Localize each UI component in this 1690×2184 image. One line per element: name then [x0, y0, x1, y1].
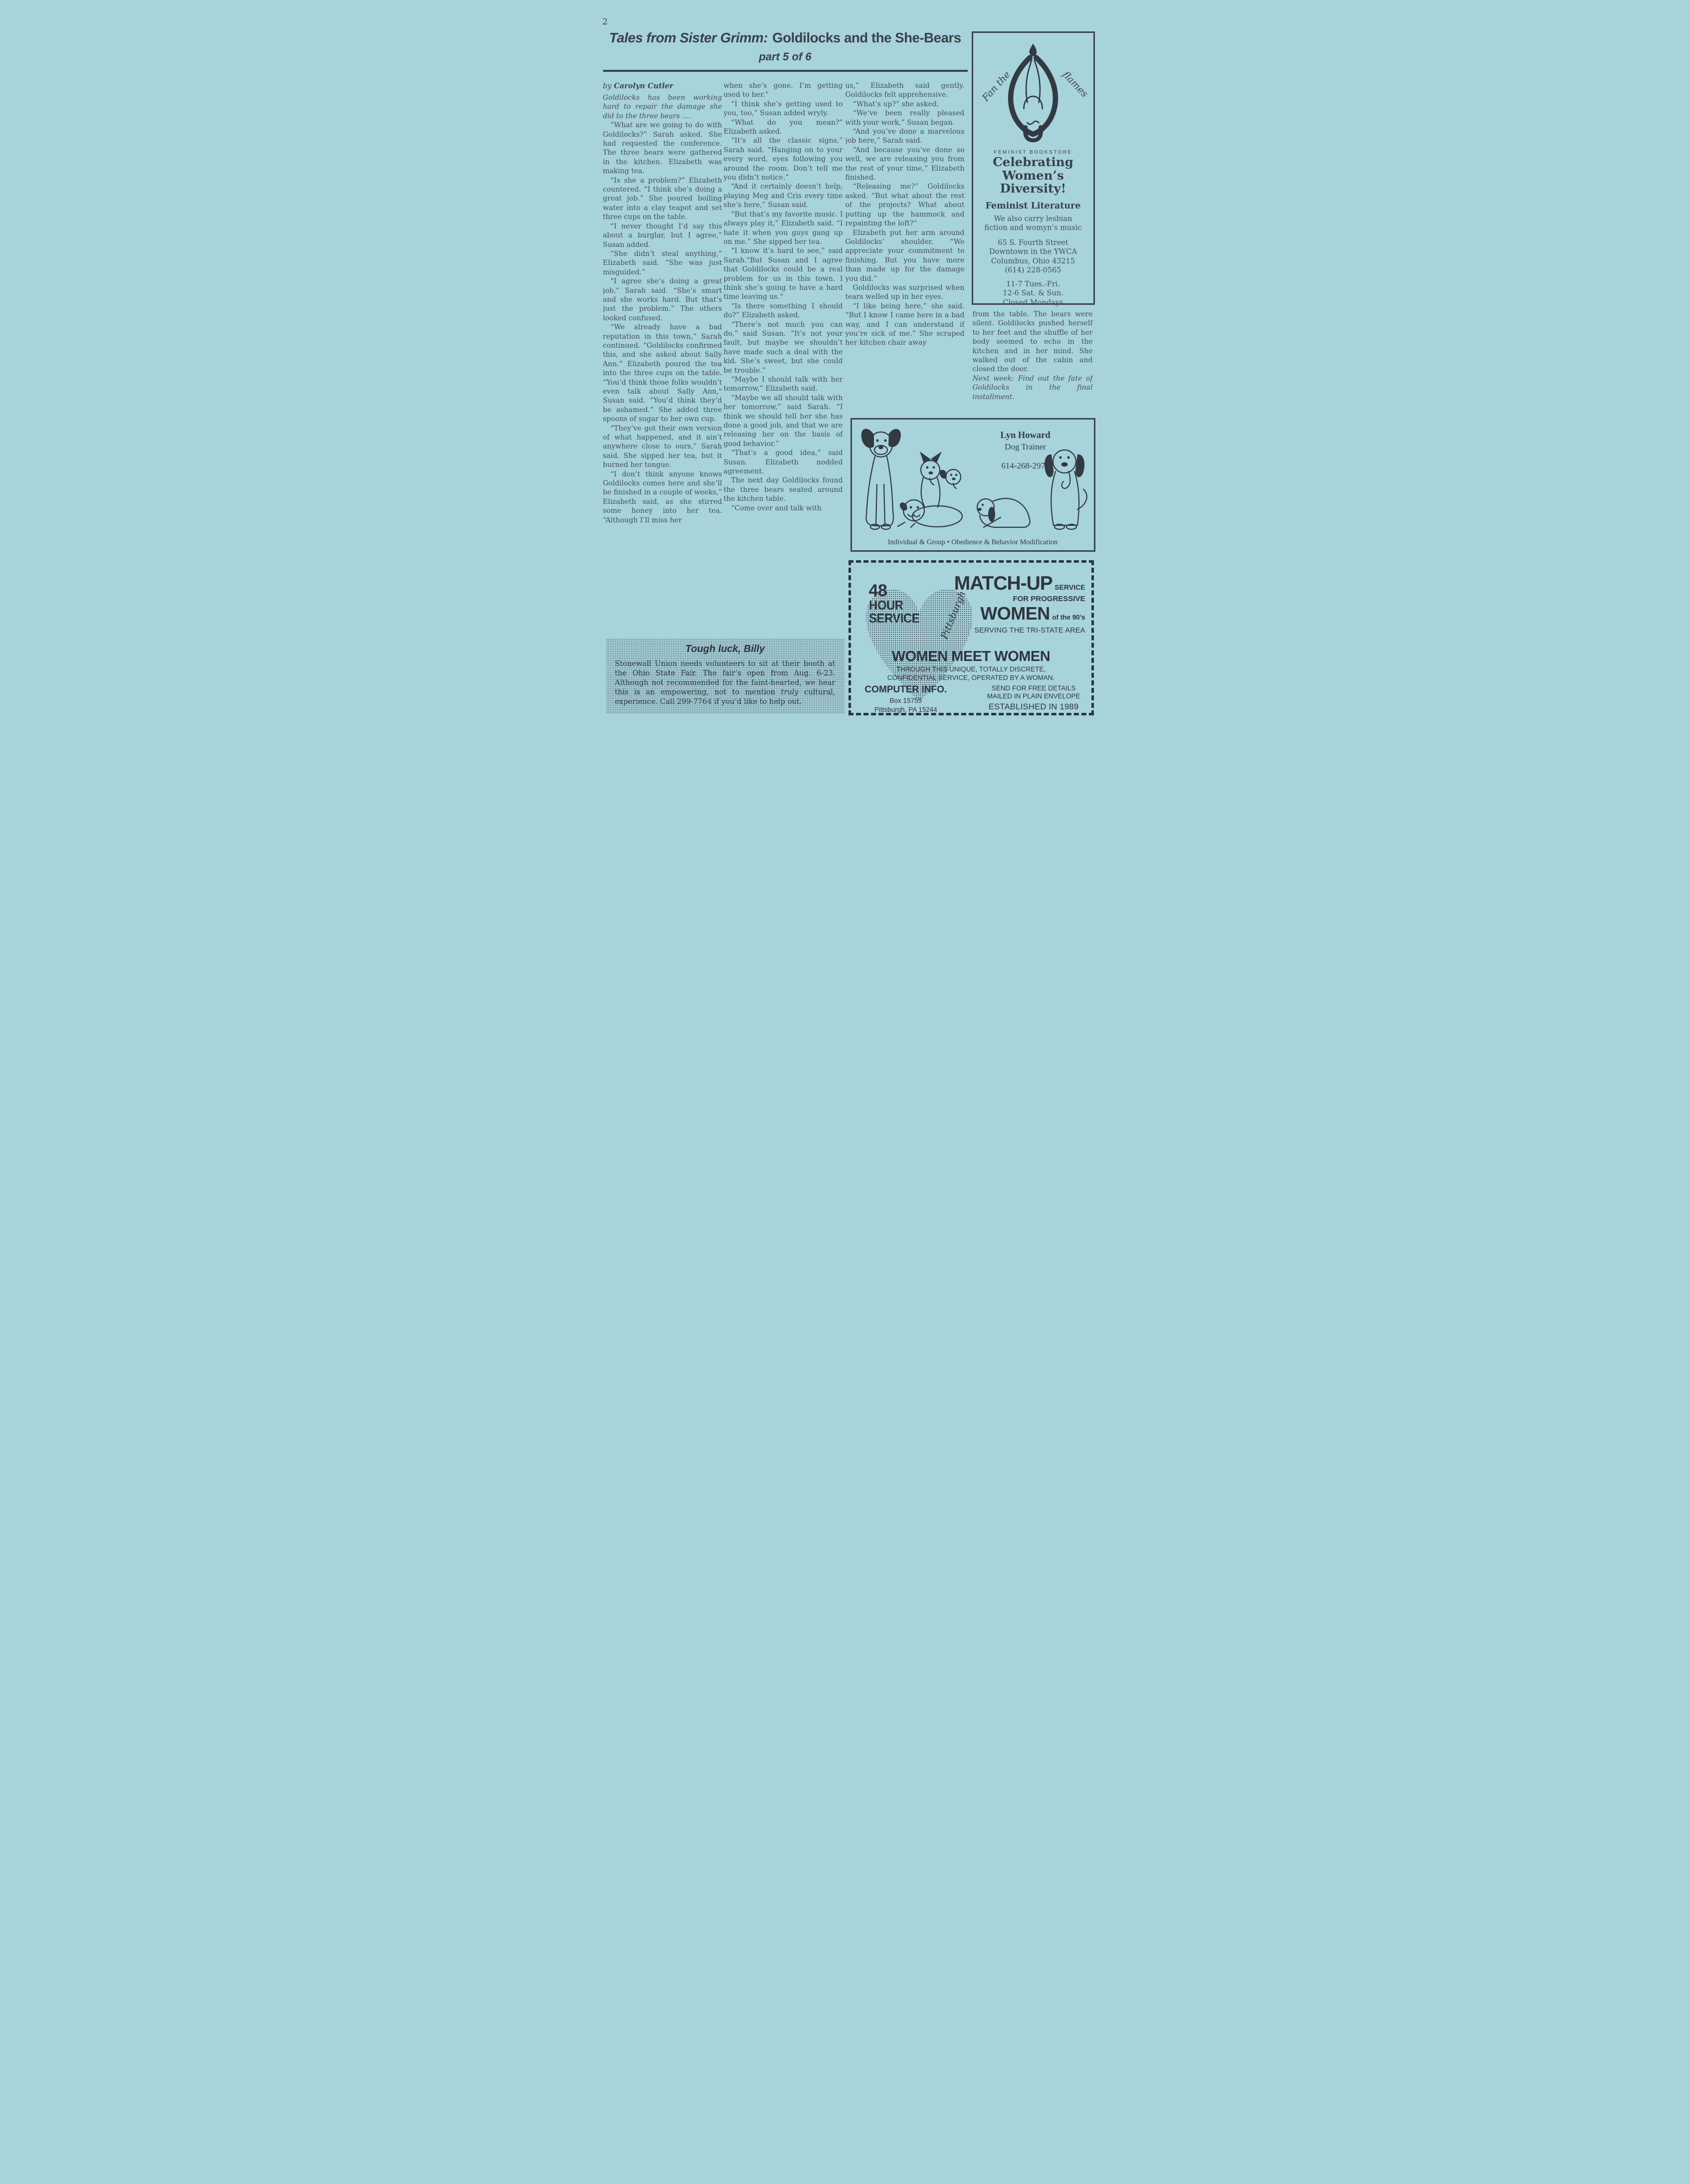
newsletter-page — [564, 0, 1127, 728]
article-paragraph: Elizabeth put her arm around Goldilocks’ shoulder. “We appreciate your commitment to finishing. But you have more than made up for the damage you did.” — [845, 228, 965, 283]
badge-service: SERVICE — [868, 611, 919, 626]
bookstore-street: 65 S. Fourth Street — [998, 238, 1068, 247]
byline-author: Carolyn Cutler — [614, 82, 673, 90]
page-number: 2 — [602, 17, 608, 27]
bookstore-logo-area — [973, 33, 1093, 155]
article-paragraph: “What are we going to do with Goldilocks?” Sarah asked. She had requested the conference. The three bears were gathered in the kitchen. Elizabeth was making tea. — [603, 121, 722, 176]
badge-48: 48 — [868, 581, 887, 600]
article-paragraph: Next week: Find out the fate of Goldilocks in the final installment. — [972, 374, 1093, 401]
notice-body-part1: Stonewall Union needs volunteers to sit at their booth at the Ohio State Fair. The fair’s open from Aug. 6-23. Although not recommended for the faint-hearted, we hear this is an empowering, not to mention — [615, 659, 836, 696]
article-paragraph: “We already have a bad reputation in this town,” Sarah continued. “Goldilocks confirmed this, and she asked about Sally Ann.” Elizabeth poured the tea into the three cups on the table. “You’d think those folks wouldn’t even talk about Sally Ann," Susan said. “You’d think they’d be ashamed.” She added three spoons of sugar to her own cup. — [603, 323, 722, 424]
article-paragraph: “And it certainly doesn’t help, playing Meg and Cris every time she’s here,” Susan said. — [723, 183, 843, 210]
matchup-free-details — [987, 684, 1080, 711]
article-column-3 — [845, 81, 965, 415]
article-paragraph: Goldilocks was surprised when tears welled up in her eyes. — [845, 283, 965, 301]
bookstore-subhead: Feminist Literature — [985, 201, 1081, 211]
volunteer-notice-box — [606, 639, 845, 713]
bookstore-headline-line1: Celebrating — [993, 155, 1073, 169]
matchup-computer-info — [865, 684, 947, 713]
notice-body-part2: cultural, experience. Call 299-7764 if you’d like to help out. — [615, 688, 836, 706]
article-paragraph: us,” Elizabeth said gently. Goldilocks felt apprehensive. — [845, 82, 965, 99]
bookstore-hours-closed: Closed Mondays — [1003, 298, 1063, 307]
pittsburgh-script: Pittsburgh — [938, 589, 968, 641]
article-paragraph: “What do you mean?” Elizabeth asked. — [723, 118, 843, 136]
bookstore-hours-weekend: 12-6 Sat. & Sun. — [1003, 289, 1063, 297]
bookstore-hours-weekday: 11-7 Tues.-Fri. — [1006, 280, 1060, 288]
article-paragraph: “I never thought I’d say this about a burglar, but I agree,” Susan added. — [603, 222, 722, 249]
volunteer-notice-title: Tough luck, Billy — [685, 644, 765, 655]
column-4-text — [973, 310, 1093, 402]
matchup-serving-area: SERVING THE TRI-STATE AREA — [974, 627, 1085, 635]
article-paragraph: “And you’ve done a marvelous job here,” Sarah said. — [845, 128, 965, 145]
matchup-service-ad — [848, 560, 1094, 715]
article-paragraph: when she’s gone. I’m getting used to her.” — [723, 82, 843, 99]
bookstore-location: Downtown in the YWCA — [989, 248, 1077, 256]
matchup-women: WOMEN — [980, 603, 1050, 624]
article-masthead — [603, 30, 968, 63]
article-paragraph: “It’s all the classic signs,” Sarah said. “Hanging on to your every word, eyes following you around the room. Don’t tell me you didn’t notice.” — [723, 137, 843, 182]
article-paragraph: The next day Goldilocks found the three bears seated around the kitchen table. — [723, 476, 843, 503]
po-box: Box 15755 — [889, 697, 922, 704]
dog-trainer-role: Dog Trainer — [1005, 442, 1046, 451]
established-line: ESTABLISHED IN 1989 — [988, 702, 1079, 711]
bookstore-phone: (614) 228-0565 — [1005, 266, 1061, 274]
matchup-headline: WOMEN MEET WOMEN — [891, 649, 1051, 664]
article-paragraph: “Is she a problem?” Elizabeth countered. “I think she’s doing a great job.” She poured boiling water into a clay teapot and set three cups on the table. — [603, 176, 722, 221]
column-1-text — [603, 93, 722, 525]
article-paragraph: “They’ve got their own version of what happened, and it ain’t anywhere close to ours,” Sarah said. She sipped her tea, but it burned her tongue. — [603, 424, 722, 469]
title-divider-rule — [603, 70, 968, 72]
volunteer-notice-body — [615, 659, 836, 706]
bookstore-headline-line3: Diversity! — [1000, 181, 1066, 196]
article-paragraph: “I know it’s hard to see,” said Sarah."But Susan and I agree that Goldilocks could be a real problem for us in this town. I think she’s going to have a hard time leaving us." — [723, 247, 843, 301]
article-column-1 — [603, 81, 722, 618]
bookstore-headline-line2: Women’s — [1002, 168, 1064, 183]
article-paragraph: “And because you’ve done so well, we are releasing you from the rest of your time,” Elizabeth finished. — [845, 146, 965, 182]
article-episode-title: Goldilocks and the She-Bears — [772, 30, 961, 45]
article-paragraph: “Maybe I should talk with her tomorrow,” Elizabeth said. — [723, 376, 843, 393]
article-paragraph: Goldilocks has been working hard to repair the damage she did to the three bears .... — [603, 94, 722, 120]
matchup-body-line1: THROUGH THIS UNIQUE, TOTALLY DISCRETE, — [896, 665, 1046, 673]
article-paragraph: “Maybe we all should talk with her tomorrow,” said Sarah. “I think we should tell her she has done a good job, and that we are releasing her on the basis of good behavior.” — [723, 394, 843, 448]
article-paragraph: from the table. The bears were silent. Goldilocks pushed herself to her feet and the shuffle of her body seemed to echo in the kitchen and in her mind. She walked out of the cabin and closed the door. — [972, 310, 1093, 374]
logo-script-flames: flames — [1060, 69, 1090, 100]
bookstore-hours — [973, 280, 1093, 308]
article-paragraph: “Is there something I should do?” Elizabeth asked. — [723, 302, 843, 320]
article-paragraph: “We’ve been really pleased with your work,” Susan began. — [845, 109, 965, 127]
bookstore-headline — [973, 156, 1093, 196]
dog-trainer-phone: 614-268-2973 — [1001, 461, 1050, 470]
article-part-subtitle: part 5 of 6 — [759, 50, 812, 63]
dog-trainer-name: Lyn Howard — [1000, 431, 1051, 440]
article-paragraph: “I don’t think anyone knows Goldilocks comes here and she’ll be finished in a couple of weeks,” Elizabeth said, as she stirred some honey into her tea. “Although I’ll miss her — [603, 470, 722, 524]
flame-woman-logo-icon — [996, 35, 1070, 151]
byline-prefix: by — [603, 82, 612, 90]
matchup-brand-service: SERVICE — [1055, 583, 1085, 591]
matchup-brand-block — [954, 574, 1085, 635]
article-paragraph: “What’s up?” she asked. — [852, 100, 939, 108]
article-paragraph: “That’s a good idea,” said Susan. Elizabeth nodded agreement. — [723, 449, 843, 476]
computer-info-label: COMPUTER INFO. — [864, 684, 947, 695]
column-3-text — [845, 81, 965, 348]
matchup-body-line2: CONFIDENTIAL SERVICE, OPERATED BY A WOMAN. — [887, 673, 1055, 681]
article-series-title: Tales from Sister Grimm: — [609, 30, 768, 45]
bookstore-description: We also carry lesbian fiction and womyn’s music — [984, 215, 1082, 232]
article-paragraph: “Come over and talk with — [731, 504, 822, 512]
article-column-2 — [724, 81, 843, 620]
dog-trainer-ad — [850, 418, 1095, 552]
article-paragraph: “I like being here,” she said. “But I know I came here in a bad way, and I can understand if you’re sick of me.” She scraped her kitchen chair away — [845, 302, 965, 347]
matchup-body — [851, 665, 1091, 682]
matchup-of-the-90s: of the 90’s — [1052, 614, 1085, 621]
column-2-text — [724, 81, 843, 513]
bookstore-logo-caption: FEMINIST BOOKSTORE — [994, 150, 1072, 155]
notice-body-italic: truly — [781, 688, 799, 696]
dog-trainer-contact — [971, 431, 1080, 471]
article-paragraph: “But that’s my favorite music. I always play it,” Elizabeth said. “I hate it when you guys gang up on me.” She sipped her tea. — [723, 210, 843, 246]
matchup-brand-name: MATCH-UP — [954, 573, 1053, 594]
article-paragraph: “She didn’t steal anything,” Elizabeth said. “She was just misguided.” — [603, 249, 722, 276]
dog-ad-tagline: Individual & Group • Obedience & Behavior Modification — [887, 538, 1058, 546]
hour-service-badge — [869, 583, 924, 625]
details-line1: SEND FOR FREE DETAILS — [991, 684, 1076, 692]
article-paragraph: “There’s not much you can do,” said Susan. “It’s not your fault, but maybe we shouldn’t have made such a deal with the kid. She’s sweet, but she could be trouble.” — [723, 320, 843, 375]
byline — [603, 81, 722, 91]
matchup-for-progressive: FOR PROGRESSIVE — [1013, 595, 1085, 603]
article-column-4 — [973, 310, 1093, 416]
article-paragraph: “Releasing me?” Goldilocks asked. “But what about the rest of the projects? What about putting up the hammock and repainting the loft?” — [845, 183, 965, 228]
article-title — [603, 30, 968, 46]
po-city: Pittsburgh, PA 15244 — [874, 706, 937, 713]
article-paragraph: “I agree she’s doing a great job,” Sarah said. “She’s smart and she works hard. But that’s just the problem.” The others looked confused. — [603, 277, 722, 322]
badge-hour: HOUR — [868, 598, 903, 613]
bookstore-address — [973, 238, 1093, 275]
bookstore-city: Columbus, Ohio 43215 — [991, 257, 1075, 265]
logo-script-fan-the: Fan the — [980, 69, 1013, 104]
details-line2: MAILED IN PLAIN ENVELOPE — [987, 692, 1080, 700]
bookstore-ad — [972, 31, 1095, 305]
article-paragraph: “I think she’s getting used to you, too,” Susan added wryly. — [723, 100, 843, 118]
